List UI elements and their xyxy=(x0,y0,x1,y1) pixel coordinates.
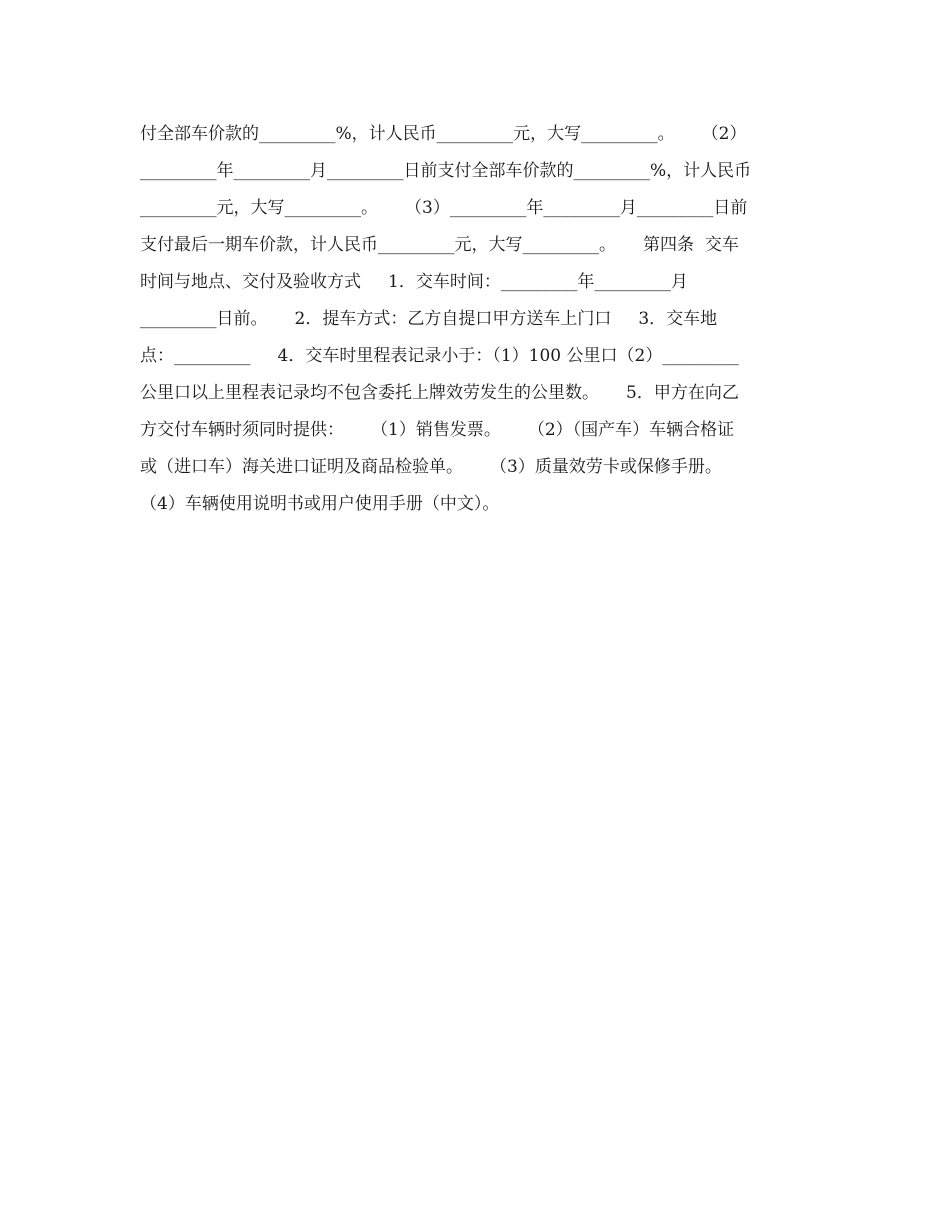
contract-body-text xyxy=(140,116,820,523)
text-line-9: 方交付车辆时须同时提供： （1）销售发票。 （2）（国产车）车辆合格证 xyxy=(140,420,735,440)
text-line-2: _________年_________月_________日前支付全部车价款的_________%，计人民币 xyxy=(140,161,752,181)
text-line-8: 公里口以上里程表记录均不包含委托上牌效劳发生的公里数。 5．甲方在向乙 xyxy=(140,383,739,403)
text-line-6: _________日前。 2．提车方式：乙方自提口甲方送车上门口 3．交车地 xyxy=(140,309,718,329)
text-line-7: 点：_________ 4．交车时里程表记录小于：（1）100 公里口（2）_________ xyxy=(140,346,739,366)
text-line-3: _________元，大写_________。 （3）_________年_________月_________日前 xyxy=(140,198,748,218)
text-line-4: 支付最后一期车价款，计人民币_________元，大写_________。 第四条 交车 xyxy=(140,235,739,255)
text-line-10: 或（进口车）海关进口证明及商品检验单。 （3）质量效劳卡或保修手册。 xyxy=(140,457,722,477)
text-line-11: （4）车辆使用说明书或用户使用手册（中文）。 xyxy=(140,494,500,514)
text-line-1: 付全部车价款的_________%，计人民币_________元，大写_________。 （2） xyxy=(140,124,747,144)
text-line-5: 时间与地点、交付及验收方式 1．交车时间：_________年_________月 xyxy=(140,272,688,292)
